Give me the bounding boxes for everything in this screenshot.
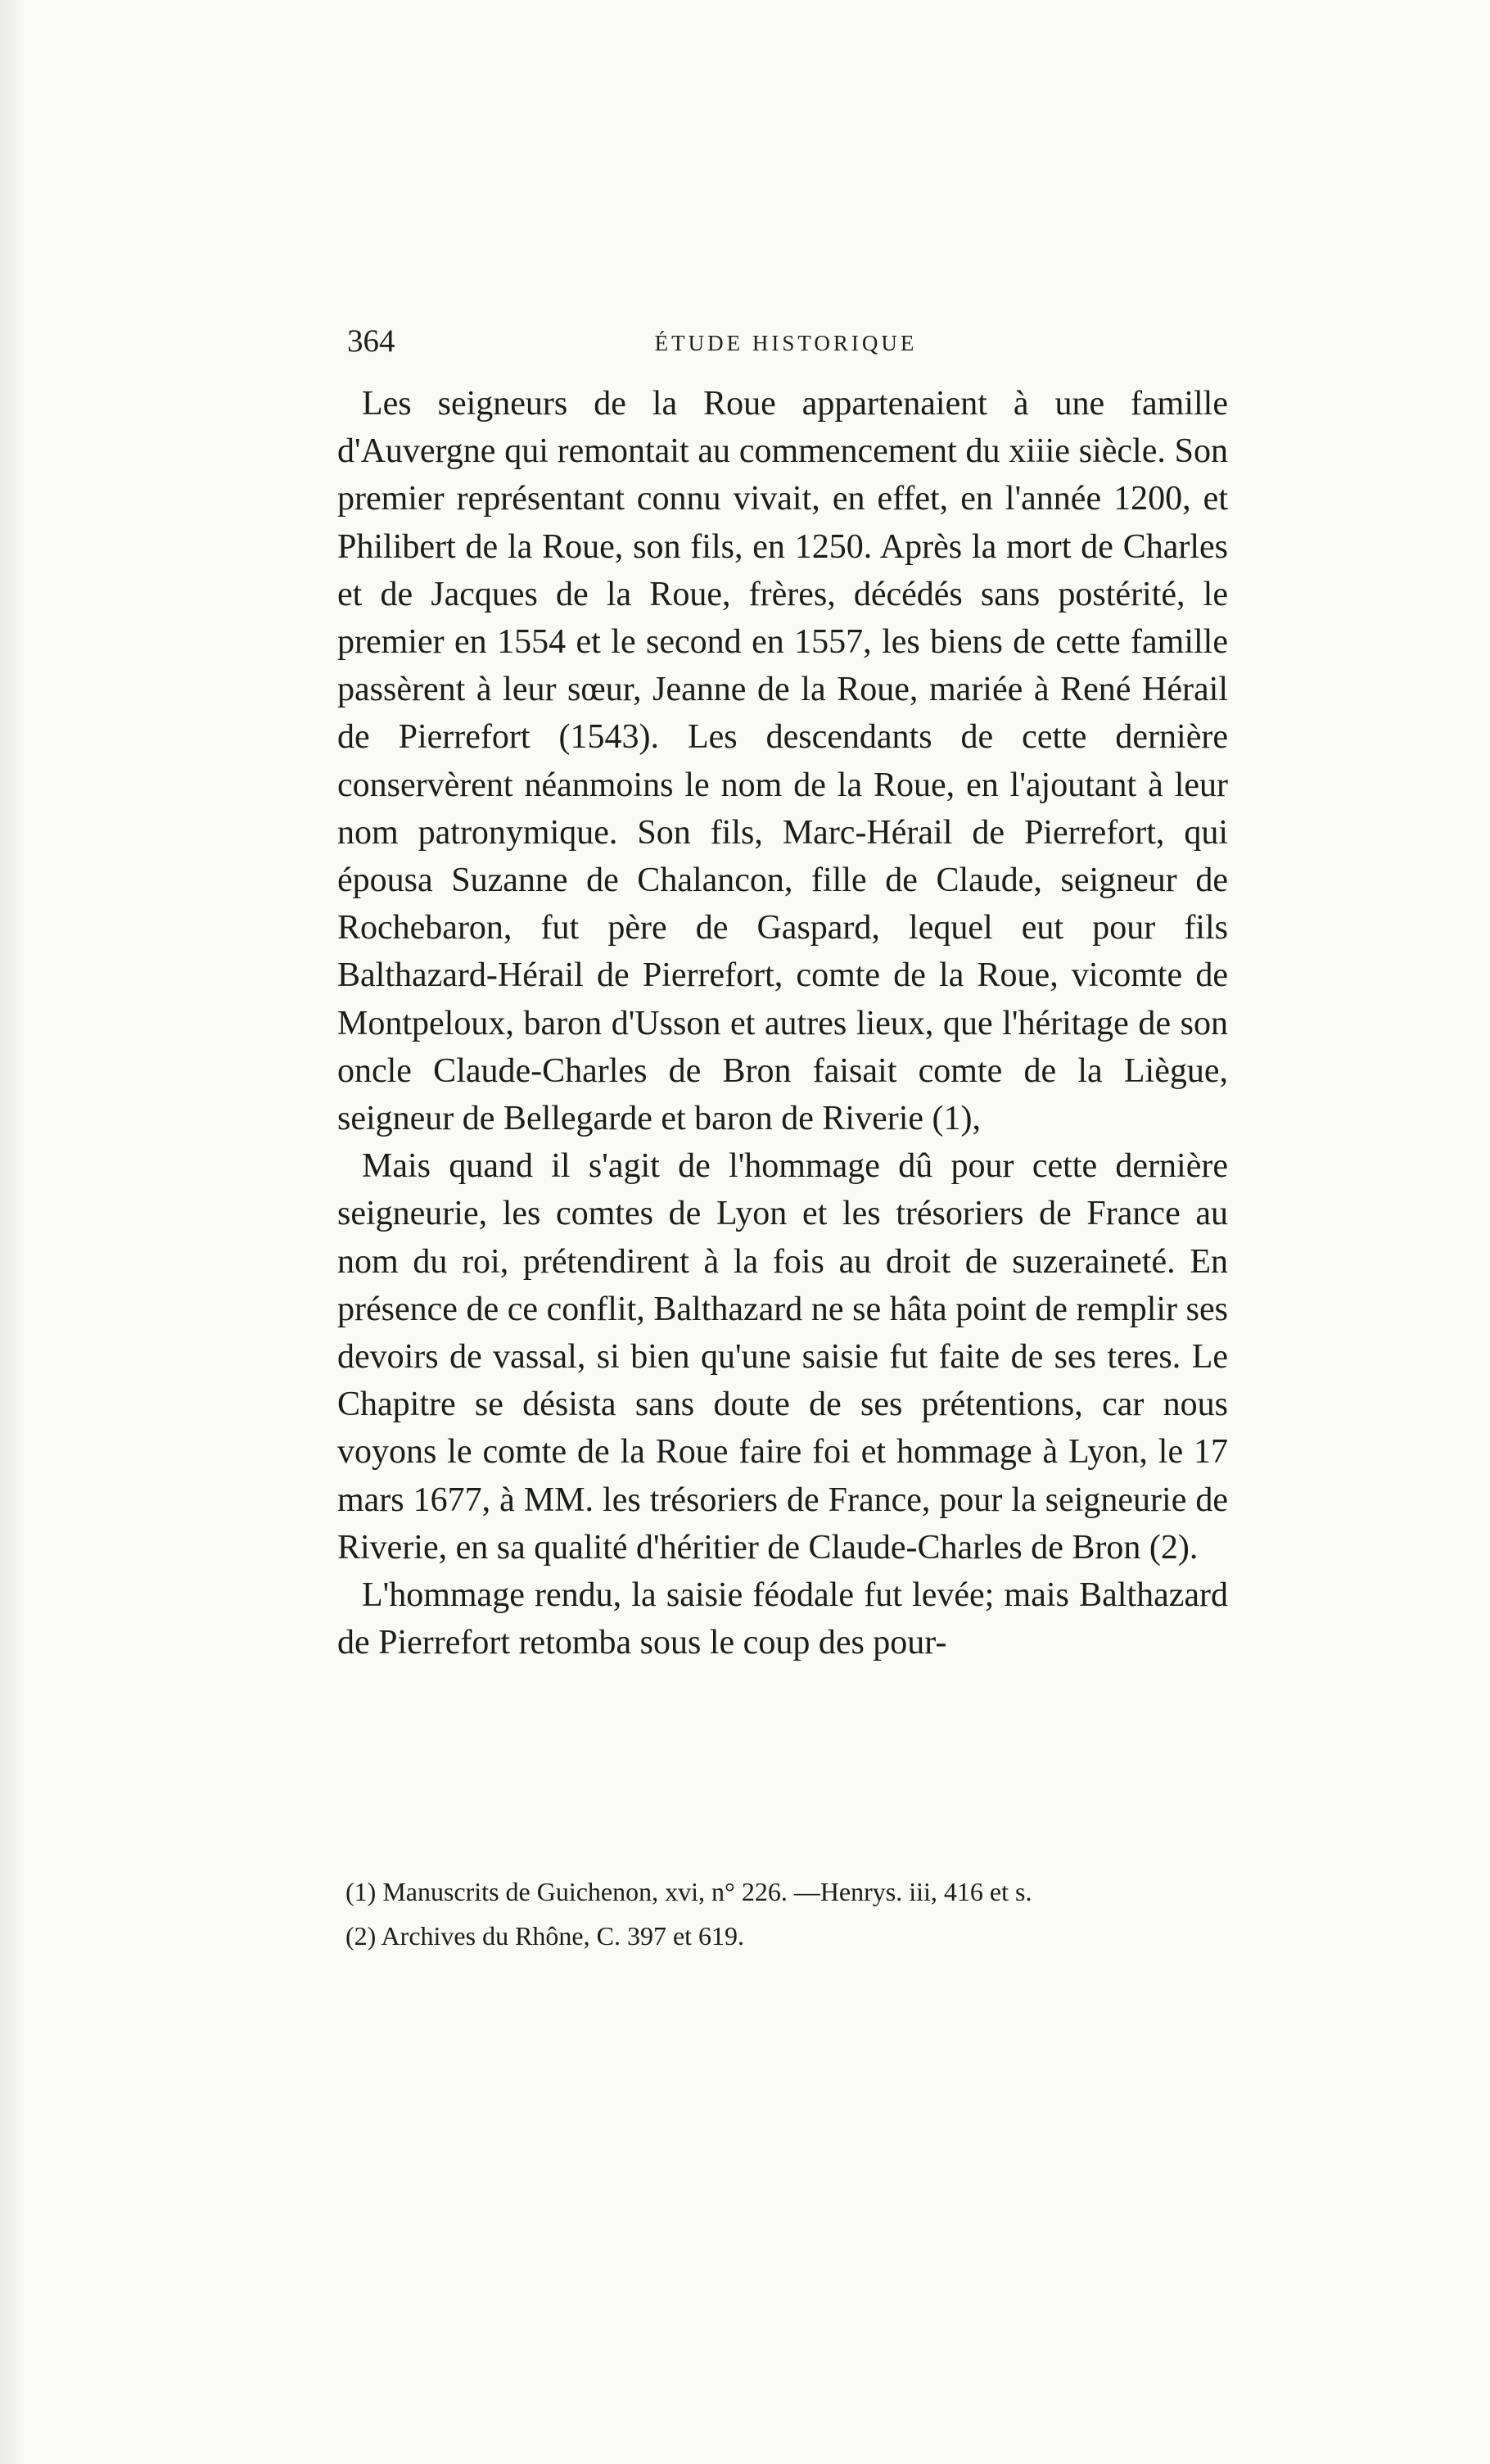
paragraph-2: Mais quand il s'agit de l'hommage dû pour cette dernière seigneurie, les comtes de Lyon et les trésoriers de France au nom du roi, prétendirent à la fois au droit de suzeraineté. En présence de ce conflit, Balthazard ne se hâta point de remplir ses devoirs de vassal, si bien qu'une saisie fut faite de ses teres. Le Chapitre se désista sans doute de ses prétentions, car nous voyons le comte de la Roue faire foi et hommage à Lyon, le 17 mars 1677, à MM. les trésoriers de France, pour la seigneurie de Riverie, en sa qualité d'héritier de Claude-Charles de Bron (2). [337,1147,1228,1567]
footnote-1: (1) Manuscrits de Guichenon, xvi, n° 226. —Henrys. iii, 416 et s. [345,1877,1032,1906]
paragraph-3: L'hommage rendu, la saisie féodale fut levée; mais Balthazard de Pierrefort retomba sous le coup des pour- [337,1576,1228,1662]
footnotes [342,1869,1228,1958]
paragraph-1: Les seigneurs de la Roue appartenaient à une famille d'Auvergne qui remontait au commencement du xiiie siècle. Son premier représentant connu vivait, en effet, en l'année 1200, et Philibert de la Roue, son fils, en 1250. Après la mort de Charles et de Jacques de la Roue, frères, décédés sans postérité, le premier en 1554 et le second en 1557, les biens de cette famille passèrent à leur sœur, Jeanne de la Roue, mariée à René Hérail de Pierrefort (1543). Les descendants de cette dernière conservèrent néanmoins le nom de la Roue, en l'ajoutant à leur nom patronymique. Son fils, Marc-Hérail de Pierrefort, qui épousa Suzanne de Chalancon, fille de Claude, seigneur de Rochebaron, fut père de Gaspard, lequel eut pour fils Balthazard-Hérail de Pierrefort, comte de la Roue, vicomte de Montpeloux, baron d'Usson et autres lieux, que l'héritage de son oncle Claude-Charles de Bron faisait comte de la Liègue, seigneur de Bellegarde et baron de Riverie (1), [337,385,1228,1138]
footnote-2: (2) Archives du Rhône, C. 397 et 619. [345,1921,745,1951]
page-header [344,316,1228,365]
body-text [337,380,1228,1666]
scan-edge-shadow [0,0,25,2464]
running-title: ÉTUDE HISTORIQUE [654,331,918,355]
page-number: 364 [347,323,395,359]
